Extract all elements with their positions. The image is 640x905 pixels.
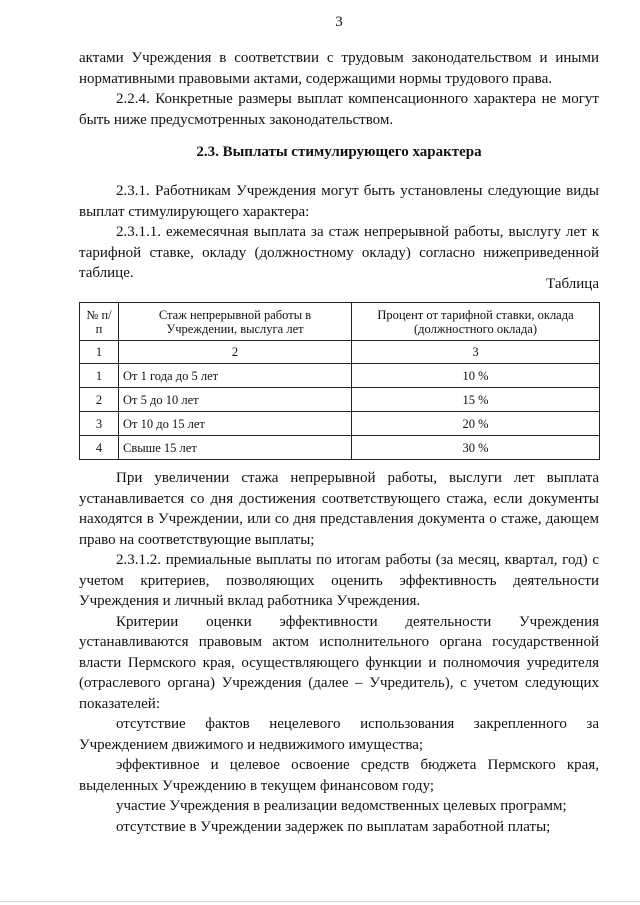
paragraph: 2.3.1.2. премиальные выплаты по итогам работы (за месяц, квартал, год) с учетом критериев, позволяющих оценить эффективность деятельности Учреждения и личный вклад работника Учреждения. [79,552,599,609]
table-header-cell: Процент от тарифной ставки, оклада (должностного оклада) [352,303,600,341]
table-header-cell: № п/п [80,303,119,341]
seniority-table [79,302,600,460]
section-heading: 2.3. Выплаты стимулирующего характера [196,144,482,160]
table-row [80,388,600,412]
paragraph: отсутствие в Учреждении задержек по выплатам заработной платы; [116,818,551,835]
table-cell: 20 % [352,412,600,436]
table-cell: 4 [80,436,119,460]
table-cell: 1 [80,341,119,364]
table-cell: 2 [119,341,352,364]
bottom-text-block [79,468,599,837]
paragraph: При увеличении стажа непрерывной работы, выслуги лет выплата устанавливается со дня достижения соответствующего стажа, если документы находятся в Учреждении, или со дня представления документа о стаже, дающем право на соответствующие выплаты; [79,470,599,548]
table-header-row [80,303,600,341]
table-row [80,412,600,436]
paragraph: актами Учреждения в соответствии с трудовым законодательством и иными нормативными правовыми актами, содержащими нормы трудового права. [79,50,599,87]
table-cell: 1 [80,364,119,388]
page-number: 3 [335,14,343,30]
table-header-cell: Стаж непрерывной работы в Учреждении, выслуга лет [119,303,352,341]
table-caption: Таблица [546,276,599,292]
paragraph: 2.3.1. Работникам Учреждения могут быть установлены следующие виды выплат стимулирующего характера: [79,183,599,220]
paragraph: 2.2.4. Конкретные размеры выплат компенсационного характера не могут быть ниже предусмотренных законодательством. [79,91,599,128]
paragraph: 2.3.1.1. ежемесячная выплата за стаж непрерывной работы, выслугу лет к тарифной ставке, окладу (должностному окладу) согласно нижеприведенной таблице. [79,224,599,281]
table-cell: 3 [80,412,119,436]
table-cell: От 10 до 15 лет [119,412,352,436]
table-cell: 30 % [352,436,600,460]
table-cell: 3 [352,341,600,364]
table-cell: 10 % [352,364,600,388]
paragraph: отсутствие фактов нецелевого использования закрепленного за Учреждением движимого и недвижимого имущества; [79,716,599,753]
table-cell: 2 [80,388,119,412]
table-row [80,436,600,460]
paragraph: участие Учреждения в реализации ведомственных целевых программ; [116,798,567,814]
paragraph: эффективное и целевое освоение средств бюджета Пермского края, выделенных Учреждению в текущем финансовом году; [79,757,599,794]
top-text-block [79,48,599,130]
table-cell: 15 % [352,388,600,412]
table-cell: Свыше 15 лет [119,436,352,460]
paragraph: Критерии оценки эффективности деятельности Учреждения устанавливаются правовым актом исполнительного органа государственной власти Пермского края, осуществляющего функции и полномочия учредителя (отраслевого органа) Учреждения (далее – Учредитель), с учетом следующих показателей: [79,613,599,712]
table-cell: От 1 года до 5 лет [119,364,352,388]
table-row [80,364,600,388]
mid-text-block [79,181,599,284]
scan-edge-line [0,901,640,902]
table-cell: От 5 до 10 лет [119,388,352,412]
table-column-numbers-row [80,341,600,364]
